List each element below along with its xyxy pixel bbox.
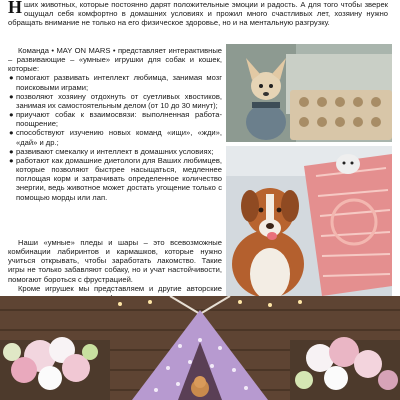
bullet-item — [8, 92, 222, 110]
smart-blankets-paragraph: Наши «умные» пледы и шары – это всевозможные комбинации лабиринтов и кармашков, которые нужно учиться открывать, чтобы заработать лакомство. Такие игры не только забавляют собаку, но и учат настойчивости, помогают бороться с фрустрацией. — [8, 238, 222, 284]
bullet-text: работают как домашние диетологи для Ваших любимцев, которые позволяют быстрее насыщаться, медленнее поглощая корм и затрачивать определенное количество энергии, ведь животное может достать угощение только с помощью морды или лап. — [16, 155, 222, 202]
dog-blanket-image — [226, 146, 392, 304]
intro-paragraph — [8, 0, 388, 27]
other-products-paragraph: Кроме игрушек мы представляем и другие авторские — [18, 283, 222, 293]
bullet-item — [8, 110, 222, 128]
chihuahua-image — [226, 44, 392, 142]
photo-dog-blanket — [226, 146, 392, 304]
bullet-item — [8, 156, 222, 202]
bullet-icon: ● — [9, 128, 14, 138]
bullet-icon: ● — [9, 146, 14, 156]
photo-teepee — [0, 296, 400, 400]
bullet-text: приучают собак к взаимосвязи: выполненная работа-поощрение; — [16, 110, 222, 129]
bullet-icon: ● — [9, 155, 14, 165]
bullet-text: способствуют изучению новых команд «ищи», «жди», «дай» и др.; — [16, 128, 222, 147]
bullet-icon: ● — [9, 73, 14, 83]
bullet-icon: ● — [9, 91, 14, 101]
bullet-item — [8, 147, 222, 156]
lead-paragraph: Команда • MAY ON MARS • представляет интерактивные – развивающие – «умные» игрушки для собак и кошек, которые: — [8, 46, 222, 74]
drop-cap: Н — [8, 0, 23, 17]
intro-text: ших животных, которые постоянно дарят положительные эмоции и радость. А для того чтобы зверек ощущал себя комфортно в домашних условиях и прожил много счастливых лет, хозяину нужно обращать внимание не только на его физическое здоровье, но и на ментальную разгрузку. — [8, 0, 388, 28]
bullet-icon: ● — [9, 110, 14, 120]
bullet-text: помогают развивать интеллект любимца, занимая мозг поисковыми играми; — [16, 73, 222, 92]
article-body — [8, 46, 222, 202]
teepee-image — [0, 296, 400, 400]
bullet-item — [8, 128, 222, 146]
bullet-item — [8, 73, 222, 91]
bullet-text: развивают смекалку и интеллект в домашних условиях; — [16, 146, 214, 156]
bullet-text: позволяют хозяину отдохнуть от суетливых хвостиков, занимая их самостоятельным делом (от 10 до 30 минут); — [16, 91, 222, 110]
photo-chihuahua — [226, 44, 392, 142]
